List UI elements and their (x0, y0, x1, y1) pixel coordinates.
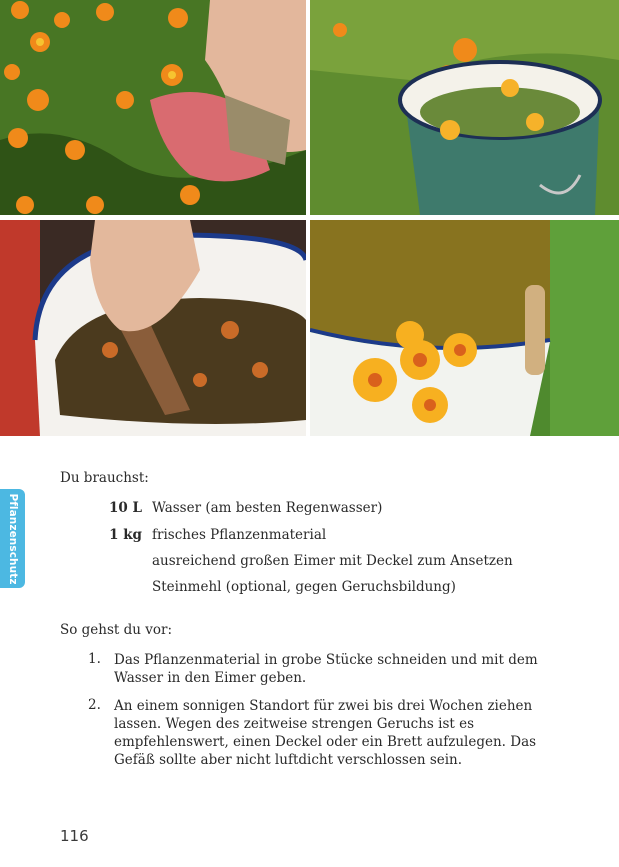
material-item: Steinmehl (optional, gegen Geruchsbildung) (152, 579, 456, 595)
material-item: Wasser (am besten Regenwasser) (152, 500, 383, 516)
material-item: frisches Pflanzenmaterial (152, 527, 327, 543)
step-number: 2. (88, 697, 101, 713)
photo-finished-extract (310, 220, 619, 436)
step-number: 1. (88, 651, 101, 667)
material-item: ausreichend großen Eimer mit Deckel zum Ansetzen (152, 553, 513, 569)
step-text: An einem sonnigen Standort für zwei bis drei Wochen ziehen lassen. Wegen des zeitweise strengen Geruchs ist es empfehlenswert, einen Deckel oder ein Brett aufzulegen. Das Gefäß sollte aber nicht luftdicht verschlossen sein. (114, 698, 537, 768)
material-qty: 1 kg (109, 527, 142, 543)
photo-bucket-with-flowers (310, 0, 619, 215)
page-number: 116 (60, 827, 89, 845)
photo-harvesting-marigolds (0, 0, 306, 215)
material-qty: 10 L (109, 500, 142, 516)
materials-heading: Du brauchst: (60, 470, 149, 486)
steps-heading: So gehst du vor: (60, 622, 173, 638)
section-tab-label: Pflanzenschutz (6, 492, 19, 585)
section-tab (0, 489, 25, 588)
photo-stirring-bucket (0, 220, 306, 436)
step-text: Das Pflanzenmaterial in grobe Stücke schneiden und mit dem Wasser in den Eimer geben. (114, 652, 538, 686)
